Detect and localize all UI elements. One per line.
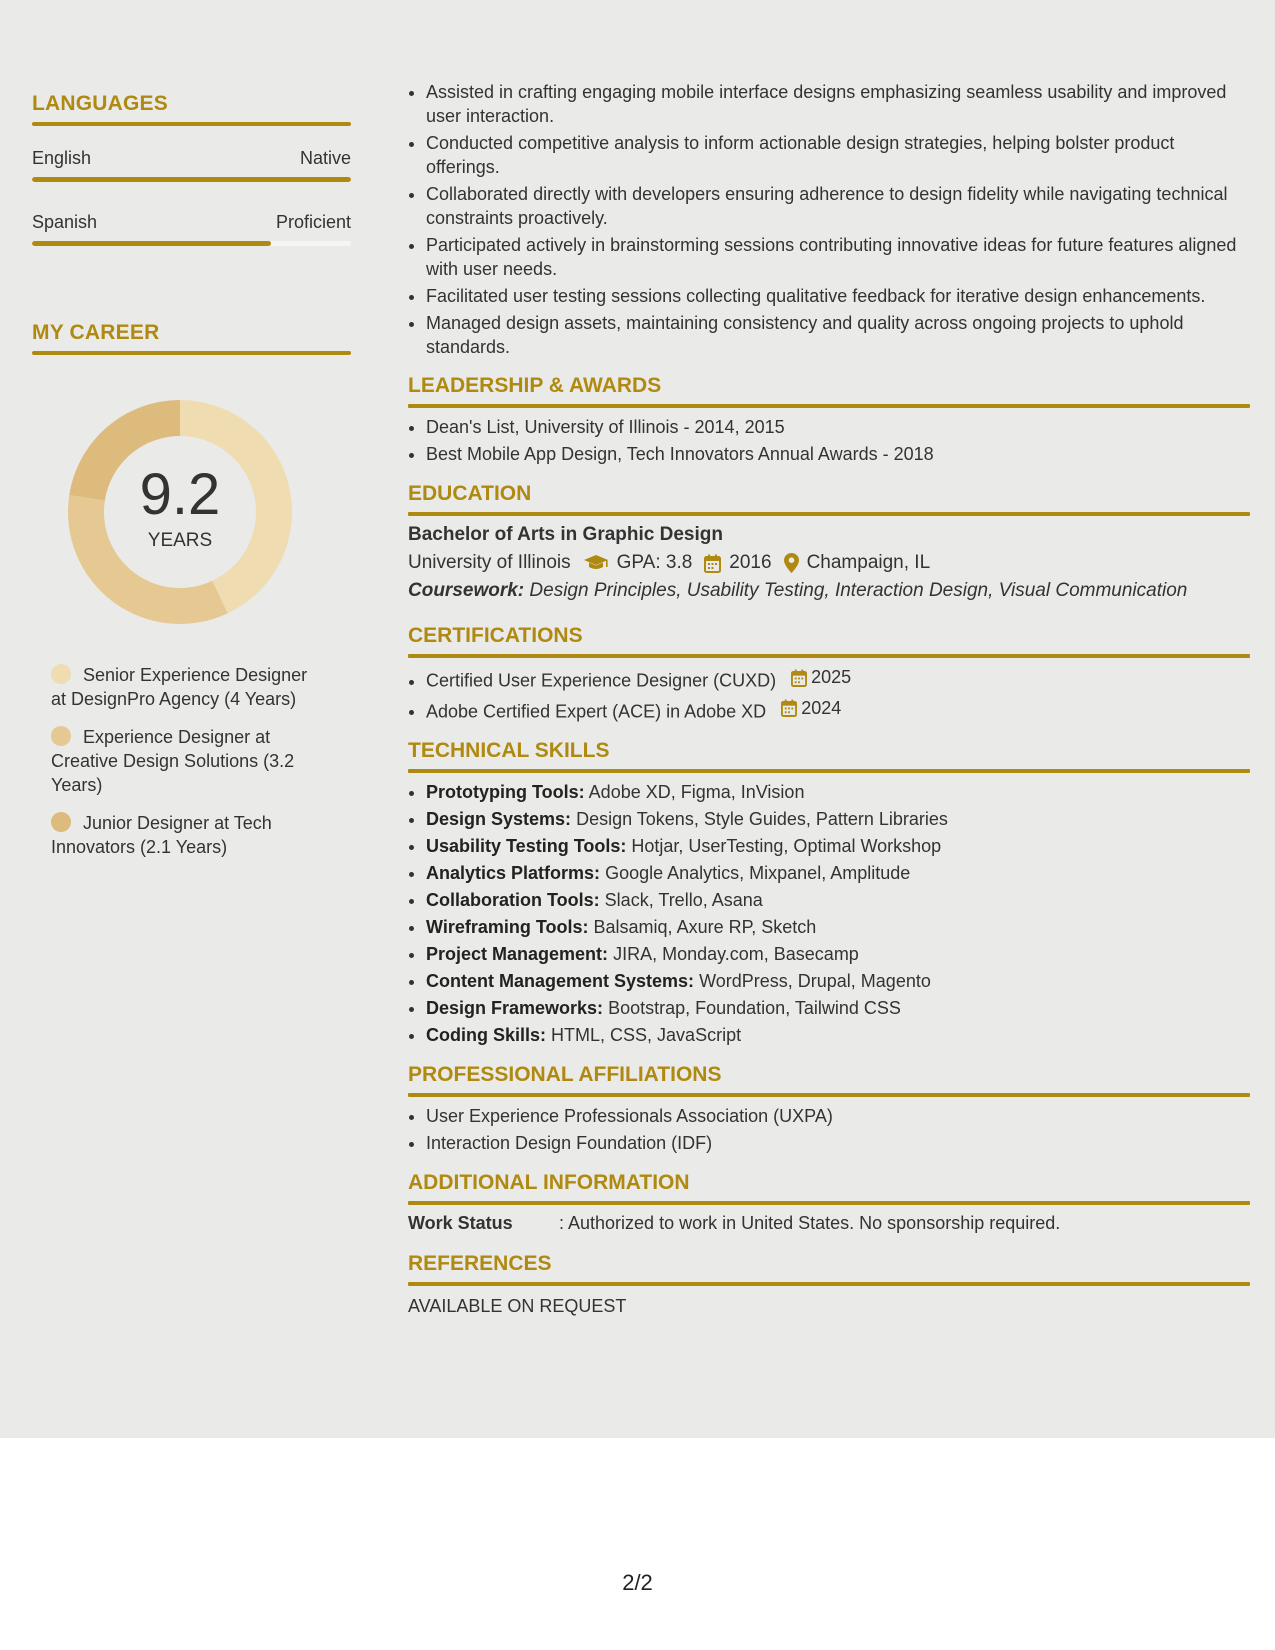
certification-item <box>426 695 1250 726</box>
skill-item <box>426 995 1250 1022</box>
affiliations-heading-rule <box>408 1093 1250 1097</box>
career-legend-item <box>51 811 326 859</box>
skill-label: Wireframing Tools: <box>426 917 589 937</box>
additional-heading: ADDITIONAL INFORMATION <box>408 1171 690 1194</box>
career-role-label: Junior Designer at Tech Innovators (2.1 Years) <box>51 813 272 857</box>
language-proficiency-bar <box>32 177 351 182</box>
affiliation-item: • User Experience Professionals Association (UXPA) <box>426 1103 1250 1130</box>
experience-bullet: • Assisted in crafting engaging mobile interface designs emphasizing seamless usability and improved user interaction. <box>426 80 1250 128</box>
leadership-heading: LEADERSHIP & AWARDS <box>408 374 662 397</box>
graduation-cap-icon <box>583 554 609 572</box>
career-legend <box>51 663 326 859</box>
skill-label: Design Frameworks: <box>426 998 604 1018</box>
skill-item <box>426 914 1250 941</box>
work-status-value: : Authorized to work in United States. No sponsorship required. <box>559 1213 1061 1233</box>
skill-label: Design Systems: <box>426 809 572 829</box>
certifications-list <box>426 664 1250 725</box>
career-role-label: Senior Experience Designer at DesignPro Agency (4 Years) <box>51 665 308 709</box>
skill-label: Prototyping Tools: <box>426 782 585 802</box>
skill-value: Slack, Trello, Asana <box>604 890 763 910</box>
education-year: 2016 <box>729 552 772 573</box>
calendar-icon <box>791 669 807 687</box>
certifications-heading-rule <box>408 654 1250 658</box>
calendar-icon <box>704 554 721 573</box>
language-level: Native <box>299 148 351 168</box>
work-status-label: Work Status <box>408 1213 513 1233</box>
skill-item <box>426 806 1250 833</box>
skill-value: Design Tokens, Style Guides, Pattern Libraries <box>576 809 948 829</box>
skill-label: Collaboration Tools: <box>426 890 600 910</box>
skill-value: Adobe XD, Figma, InVision <box>588 782 805 802</box>
language-proficiency-fill <box>32 241 271 246</box>
language-item-spanish <box>32 212 351 246</box>
languages-heading: LANGUAGES <box>32 92 168 115</box>
additional-heading-rule <box>408 1201 1250 1205</box>
certifications-heading: CERTIFICATIONS <box>408 624 583 647</box>
leadership-item: • Best Mobile App Design, Tech Innovators Annual Awards - 2018 <box>426 441 1250 468</box>
affiliations-heading: PROFESSIONAL AFFILIATIONS <box>408 1063 722 1086</box>
skill-value: Hotjar, UserTesting, Optimal Workshop <box>631 836 942 856</box>
education-gpa: GPA: 3.8 <box>616 552 693 573</box>
skill-item <box>426 1022 1250 1049</box>
legend-dot <box>51 664 71 684</box>
education-degree: Bachelor of Arts in Graphic Design <box>408 524 723 545</box>
career-total-unit: YEARS <box>147 530 213 551</box>
education-heading: EDUCATION <box>408 482 532 505</box>
legend-dot <box>51 812 71 832</box>
certification-name: Certified User Experience Designer (CUXD) <box>426 670 777 691</box>
skill-value: Balsamiq, Axure RP, Sketch <box>593 917 817 937</box>
certification-year-group <box>791 664 851 691</box>
skill-value: HTML, CSS, JavaScript <box>551 1025 742 1045</box>
education-school: University of Illinois <box>408 552 571 573</box>
language-proficiency-bar <box>32 241 351 246</box>
languages-heading-rule <box>32 122 351 126</box>
experience-bullet: • Conducted competitive analysis to inform actionable design strategies, helping bolster product offerings. <box>426 131 1250 179</box>
skills-list <box>426 779 1250 1049</box>
education-location: Champaign, IL <box>806 552 931 573</box>
calendar-icon <box>781 699 797 717</box>
education-coursework <box>408 580 1250 602</box>
skill-label: Analytics Platforms: <box>426 863 601 883</box>
career-role-label: Experience Designer at Creative Design Solutions (3.2 Years) <box>51 727 295 795</box>
skill-label: Project Management: <box>426 944 609 964</box>
language-name: English <box>32 148 92 168</box>
skill-item <box>426 968 1250 995</box>
language-proficiency-fill <box>32 177 351 182</box>
experience-bullet: • Facilitated user testing sessions collecting qualitative feedback for iterative design enhancements. <box>426 284 1250 308</box>
leadership-list <box>426 414 1250 468</box>
skill-label: Usability Testing Tools: <box>426 836 627 856</box>
coursework-label: Coursework: <box>408 580 525 601</box>
references-text: AVAILABLE ON REQUEST <box>408 1296 627 1316</box>
affiliation-item: • Interaction Design Foundation (IDF) <box>426 1130 1250 1157</box>
certification-item <box>426 664 1250 695</box>
career-heading: MY CAREER <box>32 321 160 344</box>
legend-dot <box>51 726 71 746</box>
page-number: 2/2 <box>622 1570 653 1595</box>
skill-label: Coding Skills: <box>426 1025 547 1045</box>
affiliations-list <box>426 1103 1250 1157</box>
skill-value: Bootstrap, Foundation, Tailwind CSS <box>608 998 901 1018</box>
experience-bullet-list <box>426 80 1250 359</box>
experience-bullet: • Participated actively in brainstorming sessions contributing innovative ideas for future features aligned with user needs. <box>426 233 1250 281</box>
career-legend-item <box>51 663 326 711</box>
experience-bullet: • Managed design assets, maintaining consistency and quality across ongoing projects to uphold standards. <box>426 311 1250 359</box>
career-donut-chart <box>65 397 295 627</box>
career-heading-rule <box>32 351 351 355</box>
skill-value: JIRA, Monday.com, Basecamp <box>613 944 859 964</box>
language-level: Proficient <box>275 212 351 232</box>
education-details <box>408 552 1250 574</box>
skill-item <box>426 941 1250 968</box>
references-heading: REFERENCES <box>408 1252 552 1275</box>
donut-center <box>65 397 295 627</box>
right-column <box>408 80 1250 1317</box>
language-item-english <box>32 148 351 182</box>
education-heading-rule <box>408 512 1250 516</box>
skill-label: Content Management Systems: <box>426 971 695 991</box>
certification-year: 2024 <box>801 697 842 718</box>
leadership-heading-rule <box>408 404 1250 408</box>
references-heading-rule <box>408 1282 1250 1286</box>
certification-year: 2025 <box>811 667 852 687</box>
skills-heading-rule <box>408 769 1250 773</box>
career-legend-item <box>51 725 326 797</box>
skill-item <box>426 860 1250 887</box>
skill-value: Google Analytics, Mixpanel, Amplitude <box>605 863 911 883</box>
certification-year-group <box>781 695 841 722</box>
skill-item <box>426 833 1250 860</box>
skill-value: WordPress, Drupal, Magento <box>699 971 931 991</box>
career-total-value: 9.2 <box>139 462 221 527</box>
location-pin-icon <box>784 553 799 573</box>
certification-name: Adobe Certified Expert (ACE) in Adobe XD <box>426 701 767 721</box>
left-column <box>32 92 351 873</box>
work-status-row <box>408 1213 1250 1234</box>
language-name: Spanish <box>32 212 98 232</box>
skills-heading: TECHNICAL SKILLS <box>408 739 610 762</box>
skill-item <box>426 887 1250 914</box>
coursework-value: Design Principles, Usability Testing, Interaction Design, Visual Communication <box>529 580 1188 601</box>
leadership-item: • Dean's List, University of Illinois - 2014, 2015 <box>426 414 1250 441</box>
experience-bullet: • Collaborated directly with developers ensuring adherence to design fidelity while navigating technical constraints proactively. <box>426 182 1250 230</box>
skill-item <box>426 779 1250 806</box>
